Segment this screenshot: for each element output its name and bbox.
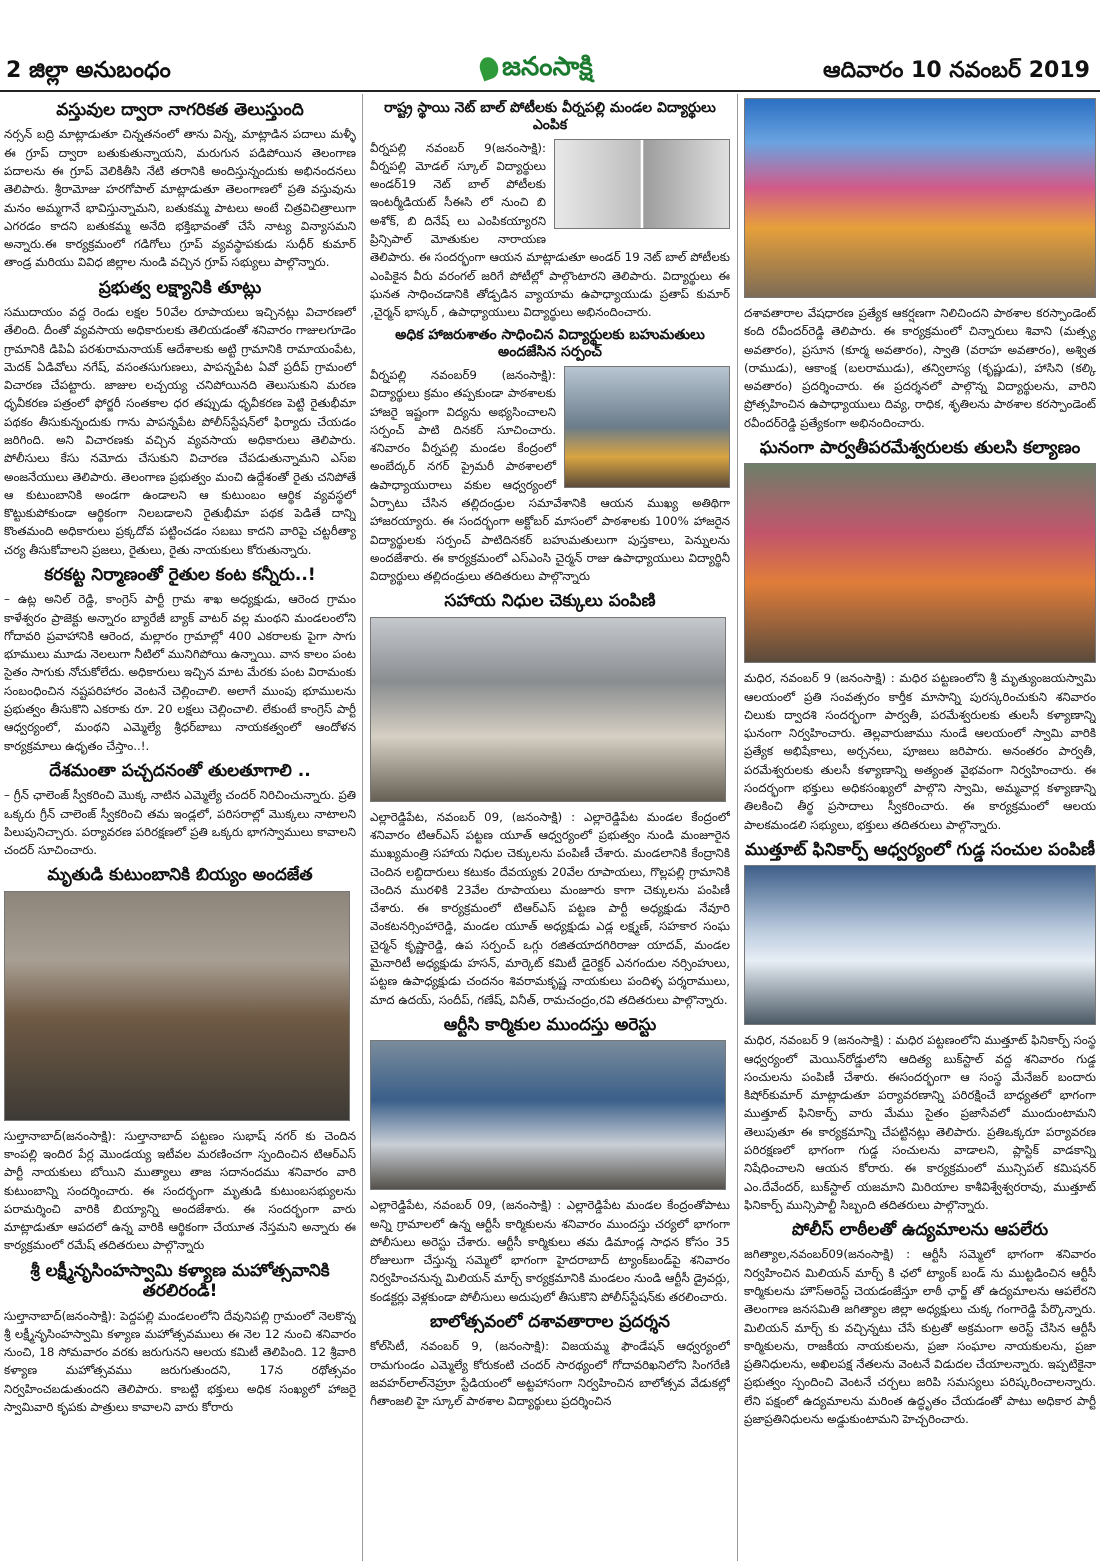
article-body: వీర్నపల్లి నవంబర్ 9(జనంసాక్షి): వీర్నపల్లి మోడల్ స్కూల్ విద్యార్థులు అండర్19 నెట్ బాల్ పోటీలకు ఇంటర్మీడియట్ సీఈసి లో నుంచి బి అశోక్, బి దినేష్ లు ఎంపికయ్యారని ప్రిన్సిపాల్ మోతుకుల నారాయణ తెలిపారు. ఈ సందర్భంగా ఆయన మాట్లాడుతూ అండర్ 19 నెట్ బాల్ పోటీలకు ఎంపికైన వీరు వరంగల్ జరిగే పోటీల్లో పాల్గొంటారని తెలిపారు. విద్యార్థులు ఈ ఘనత సాధించడానికి తోడ్పడిన వ్యాయామ ఉపాధ్యాయుడు ప్రతాప్ కుమార్ ,చైర్మన్ భాస్కర్ , ఉపాధ్యాయులు విద్యార్థులు అభినందించారు. xyxy=(370,140,730,320)
column-middle xyxy=(370,94,730,1561)
article-body: సుల్తానాబాద్(జనంసాక్షి): పెద్దపల్లి మండలంలోని దేవునిపల్లి గ్రామంలో నెలకొన్న శ్రీ లక్ష్మీనృసింహస్వామి కళ్యాణ మహోత్సవములు ఈ నెల 12 నుంచి శనివారం నుంచి, 18 సోమవారం వరకు జరుగునని ఆలయ కమిటీ తెలిపింది. 12 శ్రీవారి కళ్యాణ మహోత్సవము జరుగుతుందని, 17న రథోత్సవం నిర్వహించబడుతుందని తెలిపారు. కాబట్టి భక్తులు అధిక సంఖ్యలో హాజరై స్వామివారి కృపకు పాత్రులు కావాలని వారు కోరారు xyxy=(4,1308,356,1414)
article-govt-goal xyxy=(4,278,356,559)
stage-performance-photo xyxy=(744,98,1096,298)
article-body: జగిత్యాల,నవంబర్09(జనంసాక్షి) : ఆర్టీసీ సమ్మెలో భాగంగా శనివారం నిర్వహించిన మిలియన్ మార్చ్ కి ఛలో ట్యాంక్ బండ్ ను ముట్టడించిన ఆర్టీసీ కార్మికులను హౌస్అరెస్ట్ చెయడంజేస్తూ లాఠీ ఛార్జ్ తో ఉద్యమాలను ఆపలేరని తెలంగాణ జనసమితి జగిత్యాల జిల్లా అధ్యక్షులు చుక్క గంగారెడ్డి పేర్కొన్నారు. మిలియన్ మార్చ్ కు వచ్చిన్నటు చేసే కుట్రతో అక్రమంగా అరెస్ట్ చేసిన ఆర్టీసీ కార్మికులను, రాజకీయ నాయకులను, ప్రజా సంఘాల నాయకులను, ప్రజా ప్రతినిధులను, అఖిలపక్ష నేతలను వెంటనే విడుదల చేయాలన్నారు. ఇప్పటికైనా ప్రభుత్వం స్పందించి వెంటనే చర్చలు జరిపి సమస్యలు పరిష్కరించాలన్నారు. లేని పక్షంలో ఉద్యమాలను మరింత ఉద్ధృతం చేయడంతో పాటు అధికార పార్టీ ప్రజాప్రతినిధులను అడ్డుకుంటామని హెచ్చరించారు. xyxy=(744,1247,1096,1427)
article-police xyxy=(744,1220,1096,1428)
article-headline: ముత్తూట్ ఫినికార్ప్ ఆధ్వర్యంలో గుడ్డ సంచుల పంపిణీ xyxy=(744,839,1096,860)
article-body: మధిర, నవంబర్ 9 (జనంసాక్షి) : మధిర పట్టణంలోని శ్రీ మృత్యుంజయస్వామి ఆలయంలో ప్రతి సంవత్సరం కార్తీక మాసాన్ని పురస్కరించుకుని శనివారం చిలుకు ద్వాదశి సందర్భంగా పార్వతీ, పరమేశ్వరులకు తులసీ కళ్యాణాన్ని ఘనంగా నిర్వహించారు. తెల్లవారుజాము నుండే ఆలయంలో స్వామి వారికి ప్రత్యేక అభిషేకాలు, అర్చనలు, పూజలు జరిపారు. అనంతరం పార్వతీ, పరమేశ్వరులకు తులసీ కళ్యాణాన్ని అత్యంత వైభవంగా నిర్వహించారు. ఈ సందర్భంగా భక్తులు అధికసంఖ్యలో పాల్గొని స్వామి, అమ్మవార్ల కళ్యాణాన్ని తిలకించి తీర్థ ప్రసాదాలు స్వీకరించారు. ఈ కార్యక్రమంలో ఆలయ పాలకమండలి సభ్యులు, భక్తులు తదితరులు పాల్గొన్నారు. xyxy=(744,671,1096,832)
article-tulasi xyxy=(744,438,1096,834)
article-headline: కరకట్ట నిర్మాణంతో రైతుల కంట కన్నీరు..! xyxy=(44,564,316,585)
article-headline: మృతుడి కుటుంబానికి బియ్యం అందజేత xyxy=(47,865,313,886)
article-headline: సహాయ నిధుల చెక్కులు పంపిణి xyxy=(444,591,656,612)
column-right xyxy=(744,94,1096,1561)
rice-donation-photo xyxy=(4,891,350,1121)
article-kalyanam xyxy=(4,1261,356,1416)
article-headline: శ్రీ లక్ష్మీనృసింహస్వామి కళ్యాణ మహోత్సవానికి తరలిరండి! xyxy=(30,1260,330,1302)
article-headline: ఘనంగా పార్వతీపరమేశ్వరులకు తులసి కల్యాణం xyxy=(759,437,1081,458)
article-body: వీర్నపల్లి నవంబర్9 (జనంసాక్షి): విద్యార్థులు క్రమం తప్పకుండా పాఠశాలకు హాజరై ఇష్టంగా విద్యను అభ్యసించాలని సర్పంచ్ పాటి దినకర్ సూచించారు. శనివారం వీర్నపల్లి మండల కేంద్రంలో అంబేద్కర్ నగర్ ప్రైమరీ పాఠశాలలో ఉపాధ్యాయురాలు వకుల ఆధ్వర్యంలో ఏర్పాటు చేసిన తల్లిదండ్రుల సమావేశానికి ఆయన ముఖ్య అతిథిగా హాజరయ్యారు. ఈ సందర్భంగా అక్టోబర్ మాసంలో పాఠశాలకు 100% హాజరైన విద్యార్థులకు సర్పంచ్ పాటిదినకర్ బహుమతులుగా పుస్తకాలు, పెన్నులను అందజేశారు. ఈ కార్యక్రమంలో ఎస్ఎంసి చైర్మన్ రాజు ఉపాధ్యాయులు విద్యార్థినీ విద్యార్థులు తల్లిదండ్రులు తదితరులు పాల్గొన్నారు xyxy=(370,368,730,584)
article-rice-donation xyxy=(4,865,356,1254)
article-headline: ప్రభుత్వ లక్ష్యానికి తూట్లు xyxy=(98,277,262,298)
page-label: 2 జిల్లా అనుబంధం xyxy=(6,58,171,83)
issue-date: ఆదివారం 10 నవంబర్ 2019 xyxy=(823,58,1090,83)
arrest-photo xyxy=(370,1040,726,1190)
article-rtc-arrest xyxy=(370,1015,730,1306)
article-headline: దేశమంతా పచ్చదనంతో తులతూగాలి .. xyxy=(49,760,311,781)
article-body: సముదాయం వద్ద రెండు లక్షల 50వేల రూపాయలు ఇచ్చినట్లు విచారణలో తేలింది. దీంతో వ్యవసాయ అధికారులకు తెలియడంతో శనివారం గాజులగూడెం గ్రామానికి డిపిఏ పరశురామనాయక్ ఆదేశాలకు అట్టి గ్రామానికి రామాయంపేట, మెదక్ ఏడివోలు నగేష్, వసంతసుగుణలు, పాపన్నపేట ఏవో ప్రదీప్ గ్రామంలో విచారణ చేపట్టారు. జాజుల లచ్చయ్య చనిపోయినది తెలుసుకుని మరణ ధృవీకరణ పత్రంలో ఫోర్జరీ సంతకాల ధర తప్పుడు ధృవీకరణ పెట్టి రైతుభీమా పథకం తీసుకున్నందుకు గాను పాపన్నపేట పోలీస్‌స్టేషన్‌లో ఫిర్యాదు చేయడం జరిగింది. అని విచారణకు వచ్చిన వ్యవసాయ అధికారులు తెలిపారు. పోలీసులు కేసు నమోదు చేసుకుని విచారణ చేపడుతున్నామని ఎస్ఐ అంజనేయులు తెలిపారు. తెలంగాణ ప్రభుత్వం మంచి ఉద్దేశంతో రైతు చనిపోతే ఆ కుటుంబానికి అండగా ఉండాలని ఆ కుటుంబం ఆర్థిక వ్యవస్థలో కొట్టుకుపోకుండా ఆర్థికంగా నిలబడాలని రైతుభీమా పథక పెడితే దాన్ని కొంతమంది అధికారులు ప్రక్కదోవ పట్టించడం సబబు కాదని వారిపై చట్టరీత్యా చర్య తీసుకోవాలని ప్రజలు, రైతులు, రైతు నాయకులు కోరుతున్నారు. xyxy=(4,305,356,557)
temple-ceremony-photo xyxy=(744,463,1096,663)
column-divider xyxy=(362,94,363,1561)
column-left xyxy=(4,94,356,1561)
article-body: కోల్‌సిటీ, నవంబర్ 9, (జనంసాక్షి): విజయమ్మ ఫౌండేషన్ ఆధ్వర్యంలో రామగుండం ఎమ్మెల్యే కోరుకంటి చందర్ సారథ్యంలో గోదావరిఖనిలోని సింగరేణి జవహర్‌లాల్‌నెహ్రూ స్టేడియంలో అట్టహాసంగా నిర్వహించిన బాలోత్సవ వేడుకల్లో గీతాంజలి హై స్కూల్ పాఠశాల విద్యార్థులు ప్రదర్శించిన xyxy=(370,1339,730,1409)
prize-distribution-photo xyxy=(564,366,730,488)
article-balotsavam-continued xyxy=(744,98,1096,432)
article-body: సుల్తానాబాద్(జనంసాక్షి): సుల్తానాబాద్ పట్టణం సుభాష్ నగర్ కు చెందిన కాంపల్లి ఇందిర పేర్ల మొండయ్య ఇటీవల మరణించగా స్పందించిన టిఆర్ఎస్ పార్టీ నాయకులు బోయిని ముత్యాలు తాజ సదానందము శనివారం వారి కుటుంబాన్ని సందర్శించారు. ఈ సందర్భంగా మృతుడి కుటుంబసభ్యులను పరామర్శించి వారికి బియ్యాన్ని అందజేశారు. ఈ సందర్భంగా వారు మాట్లాడుతూ ఆపదలో ఉన్న వారికి ఆర్థికంగా చేయూత నేస్తమని అన్నారు ఈ కార్యక్రమంలో రమేష్ తదితరులు పాల్గొన్నారు xyxy=(4,1128,356,1253)
article-netball xyxy=(370,100,730,321)
article-headline: బాలోత్సవంలో దశావతారాల ప్రదర్శన xyxy=(430,1311,670,1332)
article-body: – ఉట్ల అనిల్ రెడ్డి, కాంగ్రెస్ పార్టీ గ్రామ శాఖ అధ్యక్షుడు, ఆరెంద గ్రామం కాళేశ్వరం ప్రాజెక్టు అన్నారం బ్యారేజీ బ్యాక్ వాటర్ వల్ల మంథని మండలంలోని గోదావరి ప్రవాహానికి ఆరెంద, మల్లారం గ్రామాల్లో 400 ఎకరాలకు పైగా సాగు భూములు మూడు నెలలుగా నీటిలో మునిగిపోయి ఉన్నాయి. వాన కాలం పంట సైతం సాగుకు నోచుకోలేదు. అధికారులు ఇచ్చిన మాట మేరకు పంట విరామంకు సంబంధించిన నష్టపరిహారం వెంటనే చెల్లించాలి. అలాగే ముంపు భూములను ప్రభుత్వం తీసుకొని ఎకరాకు రూ. 20 లక్షలు చెల్లించాలి. లేకుంటే కాంగ్రెస్ పార్టీ ఆధ్వర్యంలో, మంథని ఎమ్మెల్యే శ్రీధర్‌బాబు నాయకత్వంలో ఆందోళన కార్యక్రమాలు ఉధృతం చేస్తాం..!. xyxy=(4,592,356,753)
article-cheques xyxy=(370,591,730,1008)
cheque-distribution-photo xyxy=(370,617,726,802)
article-body: ఎల్లారెడ్డిపేట, నవంబర్ 09, (జనంసాక్షి) : ఎల్లారెడ్డిపేట మండల కేంద్రంతోపాటు అన్ని గ్రామాలలో ఉన్న ఆర్టీసీ కార్మికులను శనివారం ముందస్తు చర్యలో భాగంగా పోలీసులు అరెస్టు చేశారు. ఆర్టీసీ కార్మికులు తమ డిమాండ్ల సాధన కోసం 35 రోజులుగా చేస్తున్న సమ్మెలో భాగంగా హైదరాబాద్ ట్యాంక్‌బండ్‌పై శనివారం నిర్వహించనున్న మిలియన్ మార్చ్ కార్యక్రమానికి మండలం నుండి ఆర్టీసీ డ్రైవర్లు, కండక్టర్లు వెళ్లకుండా పోలీసులు అదుపులో తీసుకొని పోలీస్‌స్టేషన్‌కు తరలించారు. xyxy=(370,1198,730,1304)
article-balotsavam xyxy=(370,1312,730,1411)
article-headline: ఆర్టీసి కార్మికుల ముందస్తు అరెస్టు xyxy=(443,1014,657,1035)
article-body: – గ్రీన్ ఛాలెంజ్ స్వీకరించి మొక్క నాటిన ఎమ్మెల్యే చందర్ నిరిచించున్నారు. ప్రతి ఒక్కరు గ్రీన్ చాలెంజ్ స్వీకరించి తమ ఇండ్లలో, పరిసరాల్లో మొక్కలు నాటాలని పిలుపునిచ్చారు. పర్యావరణ పరిరక్షణలో ప్రతి ఒక్కరు భాగస్వాములు కావాలని చందర్ సూచించారు. xyxy=(4,788,356,858)
article-headline: రాష్ట్ర స్థాయి నెట్ బాల్ పోటీలకు వీర్నపల్లి మండల విద్యార్థులు ఎంపిక xyxy=(384,100,716,133)
column-divider xyxy=(737,94,738,1561)
article-body: మధిర, నవంబర్ 9 (జనంసాక్షి) : మధిర పట్టణంలోని ముత్తూట్ ఫినికార్ప్ సంస్థ ఆధ్వర్యంలో మెయిన్‌రోడ్డులోని ఆదిత్య బుక్‌స్టాల్ వద్ద శనివారం గుడ్డ సంచులను పంపిణీ చేశారు. ఈసందర్భంగా ఆ సంస్థ మేనేజర్ బందారు కిషోర్‌కుమార్ మాట్లాడుతూ పర్యావరణాన్ని పరిరక్షించే బాధ్యతలో భాగంగా ముత్తూట్ ఫినికార్ప్ వారు మేము సైతం ప్రజాసేవలో ముందుంటామని తెలుపుతూ ఈ కార్యక్రమాన్ని చేపట్టినట్లు తెలిపారు. ప్రతిఒక్కరూ పర్యావరణ పరిరక్షణలో భాగంగా గుడ్డ సంచులను వాడాలని, ప్లాస్టిక్ వాడకాన్ని నిషేధించాలని ఆయన కోరారు. ఈ కార్యక్రమంలో మున్సిపల్ కమిషనర్ ఎం.దేవేందర్, బుక్‌స్టాల్ యజమాని మిరియాల కాశీవిశ్వేశ్వరరావు, ముత్తూట్ ఫినికార్ప్ మున్సిపాల్టీ సిబ్బంది తదితరులు పాల్గొన్నారు. xyxy=(744,1033,1096,1212)
article-body: నర్సన్ బద్రి మాట్లాడుతూ చిన్నతనంలో తాను విన్న, మాట్లాడిన పదాలు మళ్ళీ ఈ గ్రూప్ ద్వారా బతుకుతున్నాయని, మరుగున పడిపోయిన తెలంగాణ పదాలను ఈ గ్రూప్ వెలికితీసి నేటి తరానికి అందిస్తున్నందుకు అభినందనలు తెలిపారు. శ్రీరామోజు హరగోపాల్ మాట్లాడుతూ తెలంగాణలో ప్రతి వస్తువును మనం అమ్మగానే భావిస్తున్నామని, బతుకమ్మ పాటలు అంటే చిత్రవిచిత్రాలుగా ఎగరడం కాదని బతుకమ్మ అనేది భక్తిభావంతో చేసే నాట్య విన్యాసమని అన్నారు.ఈ కార్యక్రమంలో గడిగోలు గ్రూప్ వ్యవస్థాపకుడు సుధీర్ కుమార్ తాండ్ర మరియు వివిధ జిల్లాల నుండి వచ్చిన గ్రూప్ సభ్యులు పాల్గొన్నారు. xyxy=(4,127,356,270)
article-embankment xyxy=(4,565,356,755)
logo-text: జనంసాక్షి xyxy=(502,52,593,82)
article-headline: అధిక హాజరుశాతం సాధించిన విద్యార్థులకు బహుమతులు అందజేసిన సర్పంచ్ xyxy=(395,327,705,361)
article-headline: వస్తువుల ద్వారా నాగరికత తెలుస్తుంది xyxy=(56,100,304,120)
leaf-icon xyxy=(477,54,501,81)
article-body: ఎల్లారెడ్డిపేట, నవంబర్ 09, (జనంసాక్షి) : ఎల్లారెడ్డిపేట మండల కేంద్రంలో శనివారం టిఆర్ఎస్ పట్టణ యూత్ ఆధ్వర్యంలో ప్రభుత్వం నుండి మంజూరైన ముఖ్యమంత్రి సహాయ నిధుల చెక్కులను పంపిణీ చేశారు. మండలానికి కేంద్రానికి చెందిన లబ్దిదారులు కటుకం దేవయ్యకు 20వేల రూపాయలు, గొల్లపల్లి గ్రామానికి చెందిన మురళికి 23వేల రూపాయలు మంజూరు కాగా చెక్కులను పంపిణీ చేశారు. ఈ కార్యక్రమంలో టిఆర్ఎస్ పట్టణ పార్టీ అధ్యక్షుడు నేవూరి వెంకటనర్సింహారెడ్డి, మండల యూత్ అధ్యక్షుడు ఎడ్ల లక్ష్మణ్, సహకార సంఘ చైర్మన్ కృష్ణారెడ్డి, ఉప సర్పంచ్ ఒగ్గు రజితయాదగిరిరాజు యాదవ్, మండల మైనారిటీ అధ్యక్షుడు హసన్, మార్కెట్ కమిటీ డైరెక్టర్ ఎనగందుల నర్సింహులు, పట్టణ ఉపాధ్యక్షుడు చందనం శివరామకృష్ణ నాయకులు పందిళ్ళ పర్శరాములు, మాద ఉదయ్, సందీప్, గణేష్, వినీత్, రామచంద్రం,రవి తదితరులు పాల్గొన్నారు. xyxy=(370,809,730,1007)
article-civilization xyxy=(4,100,356,272)
newspaper-logo xyxy=(480,52,593,88)
article-green xyxy=(4,761,356,860)
students-photo xyxy=(554,139,730,229)
article-cloth-bags xyxy=(744,840,1096,1214)
bag-distribution-photo xyxy=(744,865,1096,1025)
article-attendance xyxy=(370,327,730,585)
article-body: దశావతారాల వేషధారణ ప్రత్యేక ఆకర్షణగా నిలిచిందని పాఠశాల కరస్పాండెంట్ కంది రవీందర్‌రెడ్డి తెలిపారు. ఈ కార్యక్రమంలో చిన్నారులు శివాని (మత్స్య అవతారం), ప్రసూన (కూర్మ అవతారం), స్వాతి (వరాహ అవతారం), అశ్విత (రాముడు), ఆకాంక్ష (బలరాముడు), తన్విలాస్య (కృష్ణుడు), హాసిని (కల్కి అవతారం) ప్రదర్శించారు. ఈ ప్రదర్శనలో పాల్గొన్న విద్యార్థులను, వారిని ప్రోత్సహించిన ఉపాధ్యాయులు దివ్య, రాధిక, శృతిలను పాఠశాల కరస్పాండెంట్ రవీందర్‌రెడ్డి ప్రత్యేకంగా అభినందించారు. xyxy=(744,306,1096,430)
masthead xyxy=(0,0,1100,92)
article-headline: పోలీస్ లాఠీలతో ఉద్యమాలను ఆపలేరు xyxy=(791,1220,1049,1241)
